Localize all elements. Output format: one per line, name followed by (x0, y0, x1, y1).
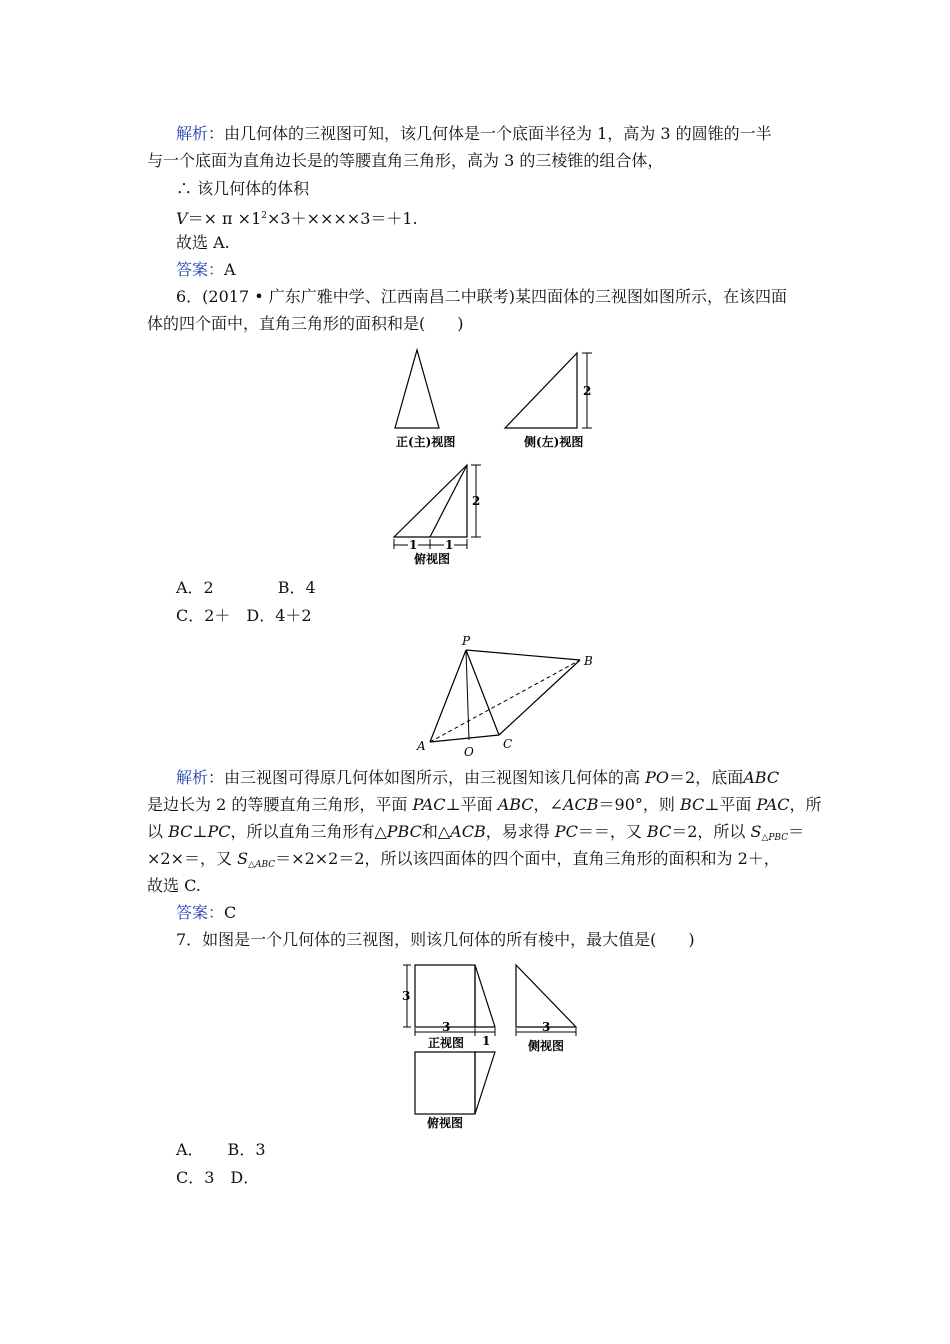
side-view-triangle (516, 965, 576, 1027)
label-c: C (503, 737, 513, 751)
front-view-caption: 正(主)视图 (396, 435, 456, 449)
front-view-slant (475, 965, 495, 1027)
q7-options-row-1: A． B．3 (176, 1140, 266, 1159)
solution-6-line-4: ×2×＝，又 $S_{\triangle ABC}=\times 2\times 2=2$，所以该四面体的四个面中，直角三角形的面积和为 2＋， (147, 849, 780, 870)
answer-6: 答案：C (176, 903, 237, 922)
edge-ac (430, 735, 499, 742)
tetrahedron-figure (410, 630, 593, 760)
q6-three-view-figure (380, 345, 610, 575)
q6-options-row-1: A．2 B．4 (176, 578, 316, 597)
top-view-caption: 俯视图 (414, 552, 451, 566)
solution-6-line-3: 以 BC⊥PC，所以直角三角形有△PBC和△ACB，易求得 PC＝＝，又 BC＝2，所以 $S_{\triangle PBC}=$ (147, 822, 805, 843)
answer-label: 答案： (176, 903, 225, 922)
edge-pb (466, 650, 580, 660)
side-dim-label: 2 (583, 384, 592, 398)
solution-5-line-1: 解析：由几何体的三视图可知，该几何体是一个底面半径为 1，高为 3 的圆锥的一半 (176, 124, 772, 143)
top-view-slant (475, 1052, 495, 1114)
top-view-inner-edge (430, 465, 467, 537)
answer-5: 答案：A (176, 260, 236, 279)
front-view-caption: 正视图 (428, 1036, 465, 1050)
volume-formula: $V=\times \pi \times 1^2\times 3+\times\times\times\times 3=+1$. (176, 209, 418, 228)
solution-label: 解析 (176, 124, 209, 143)
label-a: A (417, 739, 426, 753)
answer-label: 答案： (176, 260, 225, 279)
side-view-triangle (505, 353, 577, 428)
q7-three-view-figure (370, 960, 590, 1135)
top-dim-vertical-label: 2 (472, 494, 481, 508)
side-width-label: 3 (542, 1020, 551, 1034)
solution-6-line-2: 是边长为 2 的等腰直角三角形，平面 PAC⊥平面 ABC，∠ACB＝90°，则 BC⊥平面 PAC，所 (147, 795, 822, 814)
solution-5-conclusion: 故选 A. (176, 233, 230, 252)
top-view-caption: 俯视图 (427, 1116, 464, 1130)
edge-pa (430, 650, 466, 742)
solution-5-line-3: ∴ 该几何体的体积 (176, 179, 310, 198)
height-po (466, 650, 469, 740)
question-7-line-1: 7．如图是一个几何体的三视图，则该几何体的所有棱中，最大值是( ) (176, 930, 695, 949)
side-view-caption: 侧视图 (528, 1039, 565, 1053)
front-view-triangle (395, 350, 439, 428)
q6-options-row-2: C．2＋ D．4＋2 (176, 606, 312, 625)
label-b: B (584, 654, 593, 668)
question-6-line-1: 6．(2017 • 广东广雅中学、江西南昌二中联考)某四面体的三视图如图所示，在该四面 (176, 287, 787, 306)
solution-6-conclusion: 故选 C. (147, 876, 201, 895)
solution-6-line-1: 解析：由三视图可得原几何体如图所示，由三视图知该几何体的高 PO＝2，底面ABC (176, 768, 780, 787)
solution-5-line-2: 与一个底面为直角边长是的等腰直角三角形，高为 3 的三棱锥的组合体， (147, 151, 664, 170)
q7-options-row-2: C．3 D． (176, 1168, 260, 1187)
top-dim-left-label: 1 (409, 538, 418, 552)
solution-label: 解析 (176, 768, 209, 787)
front-width-label: 3 (442, 1020, 451, 1034)
top-dim-right-label: 1 (445, 538, 454, 552)
front-height-label: 3 (402, 989, 411, 1003)
front-view-square (415, 965, 475, 1027)
top-view-square (415, 1052, 475, 1114)
label-o: O (464, 745, 474, 759)
label-p: P (462, 634, 471, 648)
top-view-outer-triangle (394, 465, 467, 537)
side-view-caption: 侧(左)视图 (524, 435, 584, 449)
question-6-line-2: 体的四个面中，直角三角形的面积和是( ) (147, 314, 464, 333)
front-extra-width-label: 1 (482, 1034, 491, 1048)
edge-pc (466, 650, 499, 735)
